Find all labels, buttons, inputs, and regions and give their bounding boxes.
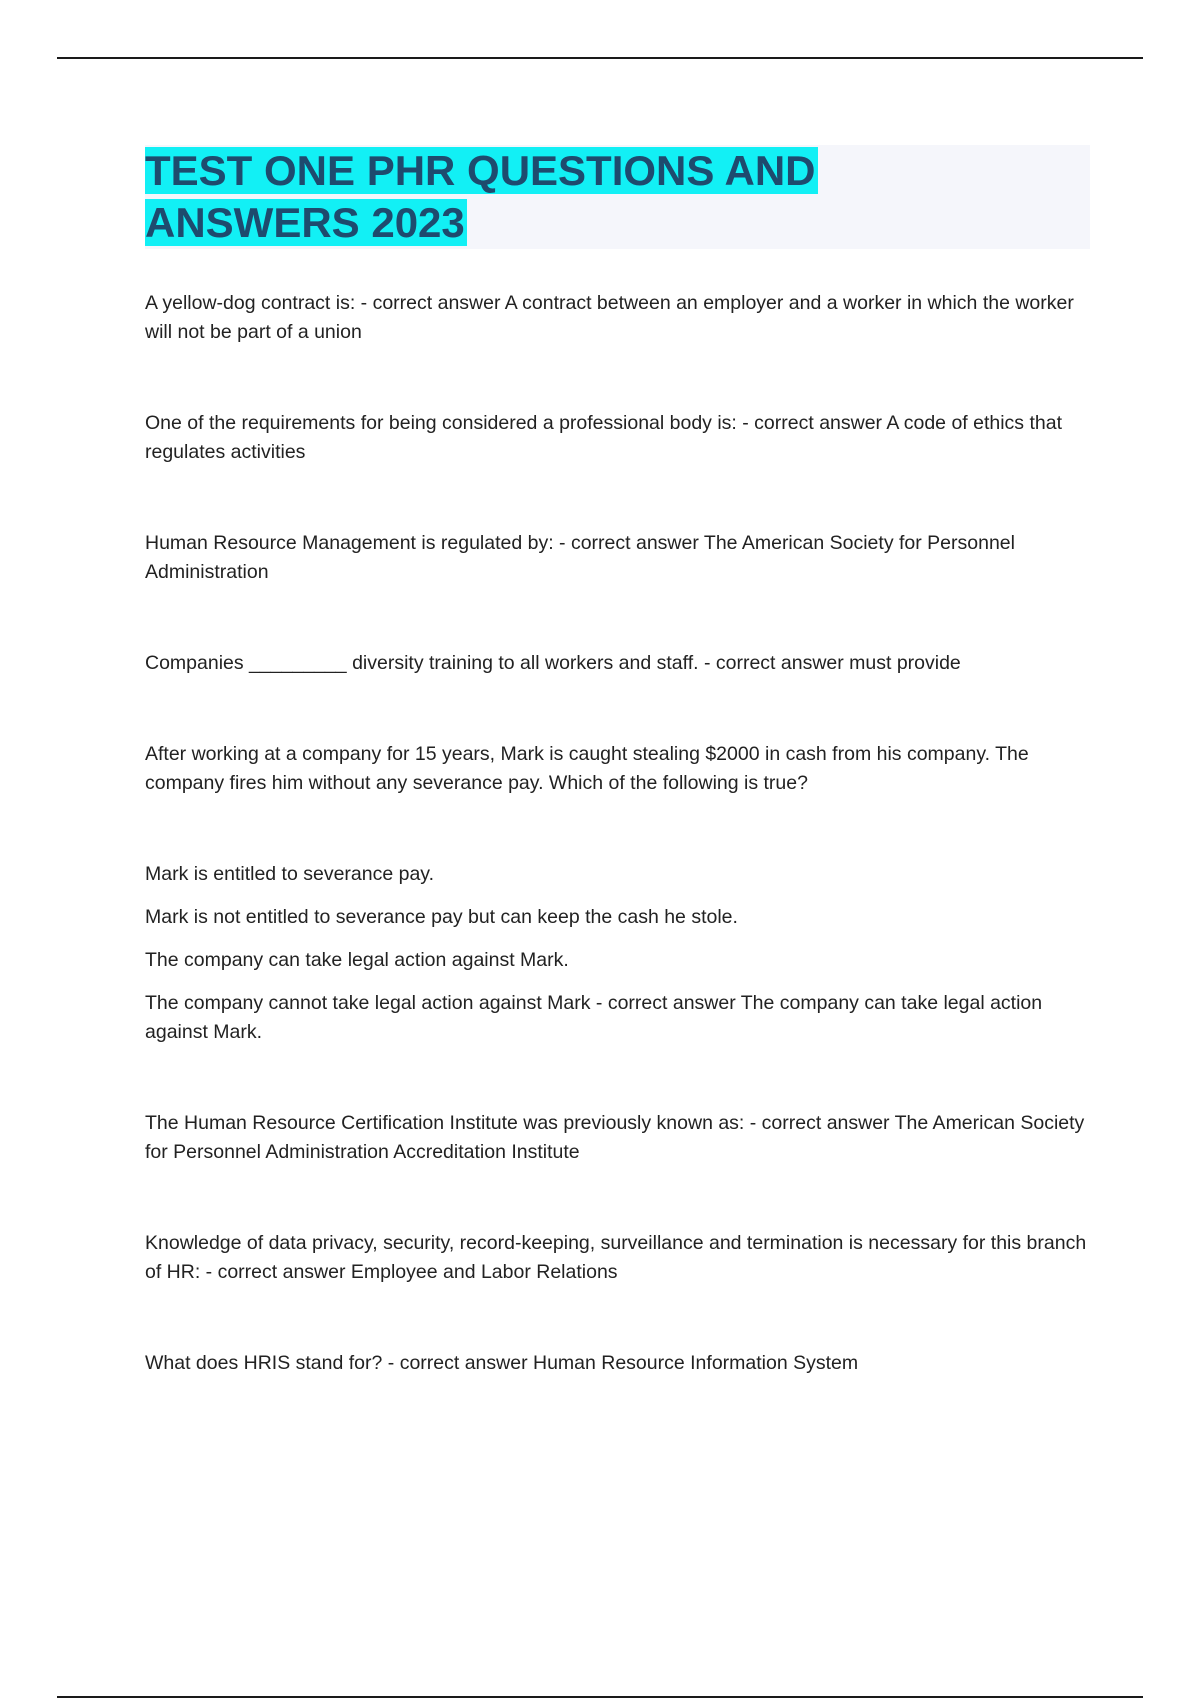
qa-item-8: What does HRIS stand for? - correct answer Human Resource Information System bbox=[145, 1352, 859, 1374]
qa-item-1: A yellow-dog contract is: - correct answer A contract between an employer and a worker in which the worker will not be part of a union bbox=[145, 292, 1074, 343]
qa-item-5: After working at a company for 15 years, Mark is caught stealing $2000 in cash from his company. The company fires him without any severance pay. Which of the following is true? bbox=[145, 743, 1029, 794]
qa-item-3: Human Resource Management is regulated by: - correct answer The American Society for Personnel Administration bbox=[145, 532, 1015, 583]
footer-rule bbox=[57, 1696, 1143, 1698]
header-rule bbox=[57, 57, 1143, 59]
answer-option-2: Mark is not entitled to severance pay but can keep the cash he stole. bbox=[145, 906, 738, 928]
qa-item-6: The Human Resource Certification Institute was previously known as: - correct answer The American Society for Personnel Administration Accreditation Institute bbox=[145, 1112, 1085, 1163]
answer-option-1: Mark is entitled to severance pay. bbox=[145, 863, 435, 885]
document-body bbox=[145, 145, 1090, 1440]
document-title bbox=[145, 145, 865, 249]
qa-item-4: Companies _________ diversity training to all workers and staff. - correct answer must provide bbox=[145, 652, 961, 674]
title-banner bbox=[145, 145, 1090, 249]
answer-option-4: The company cannot take legal action against Mark - correct answer The company can take legal action against Mark. bbox=[145, 992, 1043, 1043]
qa-item-2: One of the requirements for being considered a professional body is: - correct answer A code of ethics that regulates activities bbox=[145, 412, 1063, 463]
qa-item-7: Knowledge of data privacy, security, record-keeping, surveillance and termination is necessary for this branch of HR: - correct answer Employee and Labor Relations bbox=[145, 1232, 1087, 1283]
answer-option-3: The company can take legal action against Mark. bbox=[145, 949, 569, 971]
title-highlight: TEST ONE PHR QUESTIONS AND ANSWERS 2023 bbox=[145, 147, 816, 246]
